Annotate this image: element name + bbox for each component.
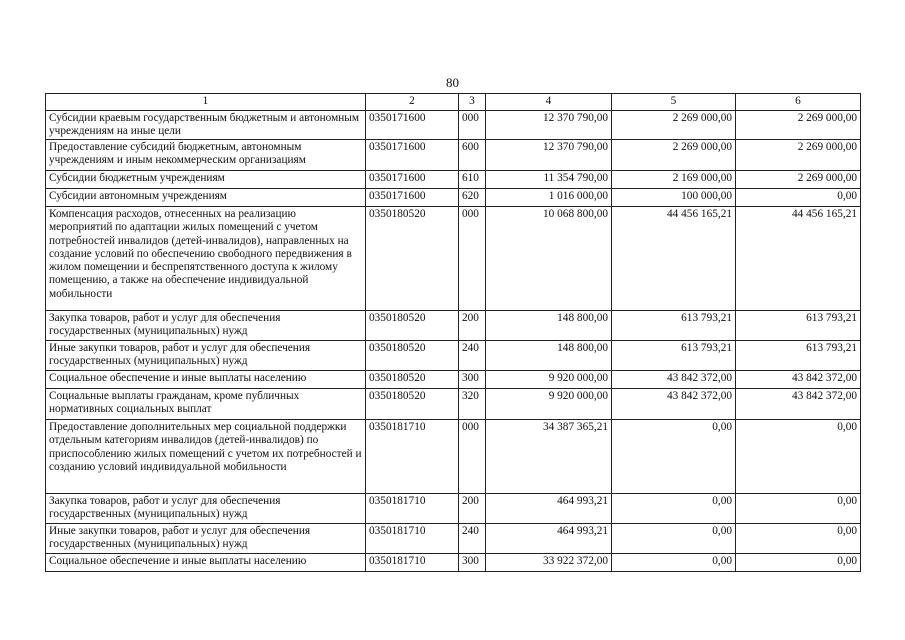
table-row <box>46 171 861 189</box>
row-amount-3: 0,00 <box>736 554 861 572</box>
row-target-code: 0350171600 <box>366 111 459 140</box>
row-amount-3: 613 793,21 <box>736 311 861 341</box>
row-amount-3: 43 842 372,00 <box>736 389 861 420</box>
row-target-code: 0350180520 <box>366 341 459 371</box>
table-row <box>46 140 861 171</box>
row-amount-2: 2 269 000,00 <box>612 111 736 140</box>
column-header-amount-2: 5 <box>612 94 736 111</box>
row-amount-1: 148 800,00 <box>486 341 612 371</box>
row-amount-1: 464 993,21 <box>486 494 612 524</box>
row-amount-1: 464 993,21 <box>486 524 612 554</box>
row-name: Социальные выплаты гражданам, кроме публичных нормативных социальных выплат <box>46 389 366 420</box>
row-amount-3: 43 842 372,00 <box>736 371 861 389</box>
row-name: Компенсация расходов, отнесенных на реализацию мероприятий по адаптации жилых помещений с учетом потребностей инвалидов (детей-инвалидов), направленных на создание условий по обеспечению свободного передвижения в жилом помещении и беспрепятственного доступа к жилому помещению, а также на обеспечение индивидуальной мобильности <box>46 207 366 311</box>
table-row <box>46 371 861 389</box>
row-amount-1: 12 370 790,00 <box>486 111 612 140</box>
column-header-name: 1 <box>46 94 366 111</box>
row-name: Предоставление дополнительных мер социальной поддержки отдельным категориям инвалидов (детей-инвалидов) по приспособлению жилых помещений с учетом их потребностей и созданию условий индивидуальной мобильности <box>46 420 366 494</box>
table-row <box>46 494 861 524</box>
row-target-code: 0350180520 <box>366 389 459 420</box>
column-header-amount-3: 6 <box>736 94 861 111</box>
column-header-row <box>46 94 861 111</box>
row-amount-2: 43 842 372,00 <box>612 389 736 420</box>
row-target-code: 0350181710 <box>366 554 459 572</box>
row-amount-2: 613 793,21 <box>612 341 736 371</box>
table-row <box>46 311 861 341</box>
row-name: Социальное обеспечение и иные выплаты населению <box>46 554 366 572</box>
row-name: Субсидии бюджетным учреждениям <box>46 171 366 189</box>
table-row <box>46 524 861 554</box>
row-expense-kind: 240 <box>459 341 486 371</box>
row-expense-kind: 300 <box>459 371 486 389</box>
row-name: Закупка товаров, работ и услуг для обеспечения государственных (муниципальных) нужд <box>46 494 366 524</box>
row-amount-2: 2 169 000,00 <box>612 171 736 189</box>
row-expense-kind: 610 <box>459 171 486 189</box>
table-row <box>46 341 861 371</box>
row-amount-2: 100 000,00 <box>612 189 736 207</box>
row-amount-1: 34 387 365,21 <box>486 420 612 494</box>
row-target-code: 0350181710 <box>366 524 459 554</box>
row-amount-2: 0,00 <box>612 554 736 572</box>
row-name: Иные закупки товаров, работ и услуг для обеспечения государственных (муниципальных) нужд <box>46 524 366 554</box>
row-amount-1: 9 920 000,00 <box>486 389 612 420</box>
row-amount-3: 2 269 000,00 <box>736 111 861 140</box>
row-expense-kind: 600 <box>459 140 486 171</box>
table-row <box>46 554 861 572</box>
row-expense-kind: 300 <box>459 554 486 572</box>
row-amount-2: 0,00 <box>612 524 736 554</box>
row-amount-3: 613 793,21 <box>736 341 861 371</box>
row-name: Иные закупки товаров, работ и услуг для обеспечения государственных (муниципальных) нужд <box>46 341 366 371</box>
row-amount-3: 0,00 <box>736 524 861 554</box>
row-expense-kind: 200 <box>459 311 486 341</box>
column-header-amount-1: 4 <box>486 94 612 111</box>
row-expense-kind: 240 <box>459 524 486 554</box>
row-expense-kind: 000 <box>459 420 486 494</box>
row-amount-2: 2 269 000,00 <box>612 140 736 171</box>
row-name: Субсидии автономным учреждениям <box>46 189 366 207</box>
row-amount-1: 12 370 790,00 <box>486 140 612 171</box>
column-header-code: 2 <box>366 94 459 111</box>
row-expense-kind: 620 <box>459 189 486 207</box>
row-amount-2: 0,00 <box>612 494 736 524</box>
row-amount-3: 44 456 165,21 <box>736 207 861 311</box>
table-row <box>46 111 861 140</box>
row-expense-kind: 200 <box>459 494 486 524</box>
row-name: Субсидии краевым государственным бюджетным и автономным учреждениям на иные цели <box>46 111 366 140</box>
row-name: Закупка товаров, работ и услуг для обеспечения государственных (муниципальных) нужд <box>46 311 366 341</box>
table-row <box>46 389 861 420</box>
row-target-code: 0350171600 <box>366 189 459 207</box>
row-target-code: 0350180520 <box>366 311 459 341</box>
row-amount-1: 10 068 800,00 <box>486 207 612 311</box>
budget-table <box>45 93 861 572</box>
row-expense-kind: 000 <box>459 111 486 140</box>
row-target-code: 0350181710 <box>366 420 459 494</box>
row-target-code: 0350180520 <box>366 371 459 389</box>
row-amount-1: 11 354 790,00 <box>486 171 612 189</box>
row-amount-1: 33 922 372,00 <box>486 554 612 572</box>
row-expense-kind: 320 <box>459 389 486 420</box>
row-amount-2: 0,00 <box>612 420 736 494</box>
row-target-code: 0350171600 <box>366 140 459 171</box>
row-amount-3: 0,00 <box>736 189 861 207</box>
row-target-code: 0350171600 <box>366 171 459 189</box>
row-amount-3: 0,00 <box>736 420 861 494</box>
row-amount-2: 43 842 372,00 <box>612 371 736 389</box>
row-expense-kind: 000 <box>459 207 486 311</box>
row-target-code: 0350180520 <box>366 207 459 311</box>
row-amount-1: 9 920 000,00 <box>486 371 612 389</box>
row-amount-3: 0,00 <box>736 494 861 524</box>
row-amount-1: 1 016 000,00 <box>486 189 612 207</box>
row-target-code: 0350181710 <box>366 494 459 524</box>
table-row <box>46 189 861 207</box>
row-amount-1: 148 800,00 <box>486 311 612 341</box>
row-amount-2: 44 456 165,21 <box>612 207 736 311</box>
row-amount-2: 613 793,21 <box>612 311 736 341</box>
row-amount-3: 2 269 000,00 <box>736 140 861 171</box>
column-header-kind: 3 <box>459 94 486 111</box>
row-name: Предоставление субсидий бюджетным, автономным учреждениям и иным некоммерческим организациям <box>46 140 366 171</box>
table-row <box>46 420 861 494</box>
row-name: Социальное обеспечение и иные выплаты населению <box>46 371 366 389</box>
page-number: 80 <box>446 75 459 90</box>
row-amount-3: 2 269 000,00 <box>736 171 861 189</box>
table-row <box>46 207 861 311</box>
